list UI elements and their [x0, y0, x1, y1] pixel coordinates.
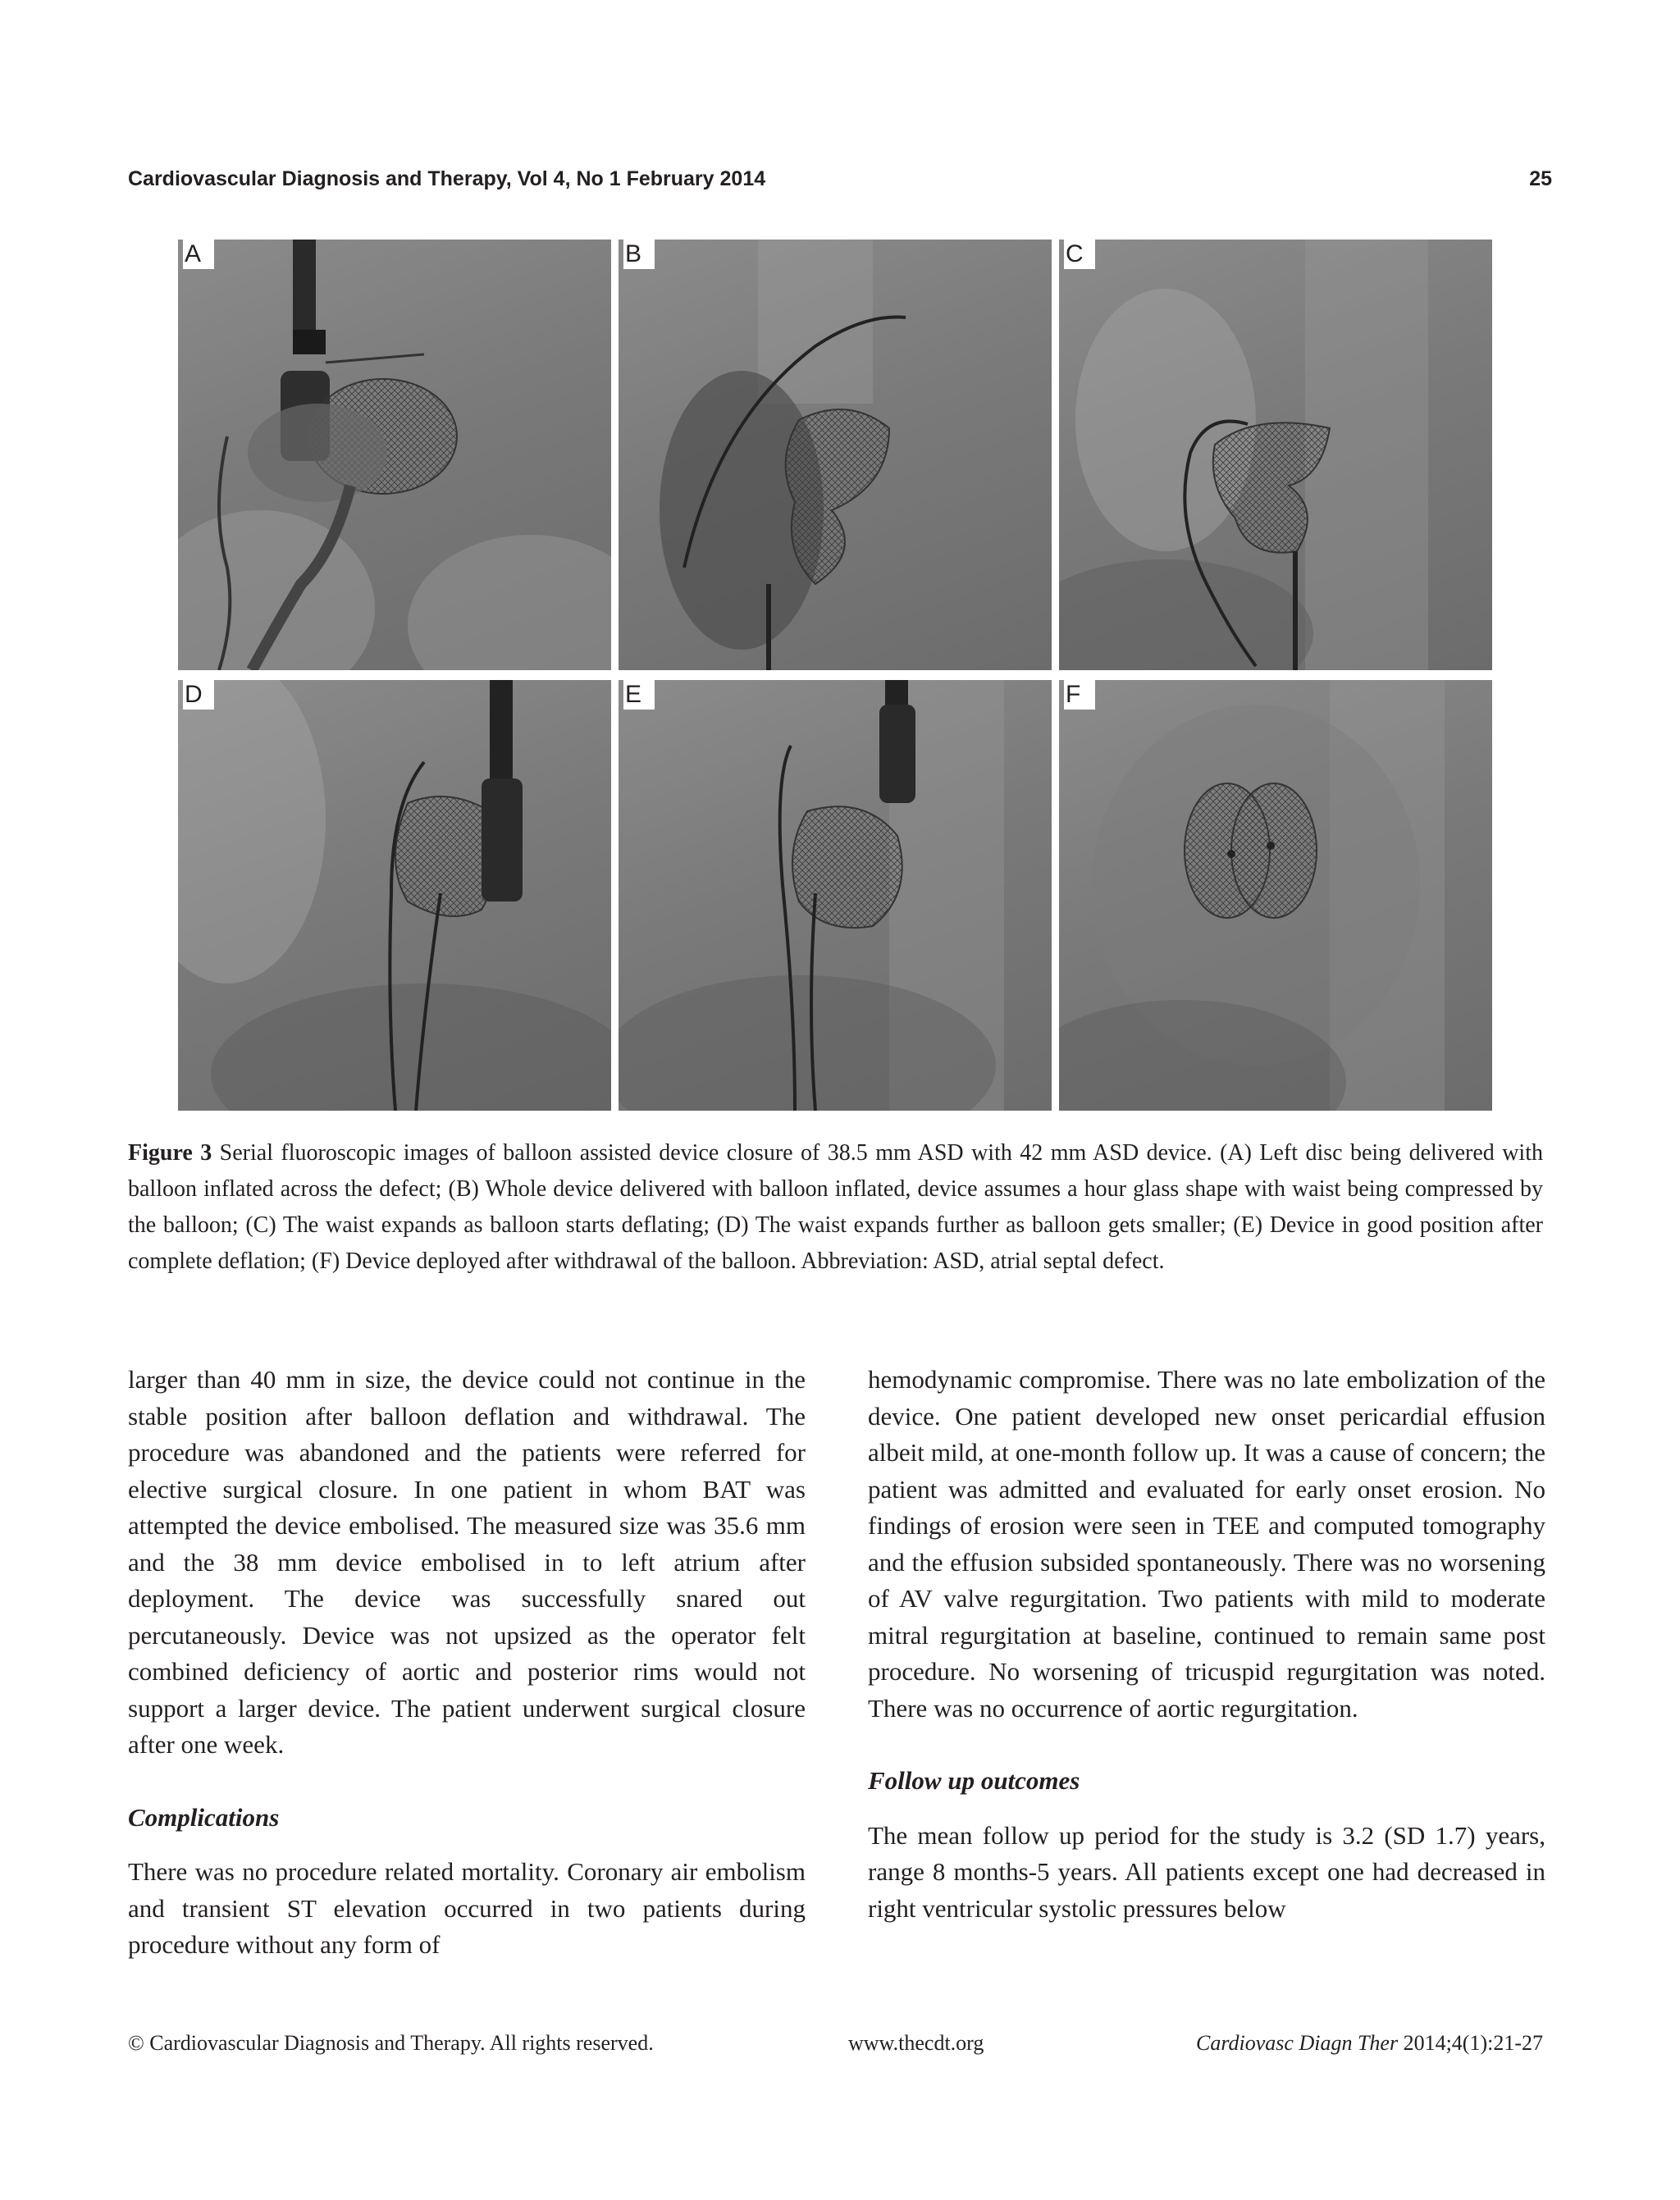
panel-label-d: D: [183, 680, 214, 710]
section-heading-follow-up: Follow up outcomes: [868, 1766, 1080, 1795]
fluoro-image-b: [619, 240, 1052, 670]
panel-label-c: C: [1064, 240, 1095, 269]
citation-journal: Cardiovasc Diagn Ther: [1196, 2031, 1399, 2055]
fluoro-panel-a: [178, 240, 611, 670]
journal-header: Cardiovascular Diagnosis and Therapy, Vol 4, No 1 February 2014: [128, 167, 766, 190]
fluoro-image-d: [178, 680, 611, 1111]
citation-volume: 2014;4(1):21-27: [1403, 2031, 1543, 2055]
body-column-left: [128, 1362, 806, 1964]
fluoro-panel-c: [1059, 240, 1492, 670]
fluoro-panel-e: [619, 680, 1052, 1111]
panel-label-a: A: [183, 240, 214, 269]
fluoro-image-c: [1059, 240, 1492, 670]
fluoro-image-a: [178, 240, 611, 670]
citation: [1196, 2031, 1543, 2056]
caption-text: Serial fluoroscopic images of balloon assisted device closure of 38.5 mm ASD with 42 mm ASD device. (A) Left disc being delivered with balloon inflated across the defect; (B) Whole device delivered with balloon inflated, device assumes a hour glass shape with waist being compressed by the balloon; (C) The waist expands as balloon starts deflating; (D) The waist expands further as balloon gets smaller; (E) Device in good position after complete deflation; (F) Device deployed after withdrawal of the balloon. Abbreviation: ASD, atrial septal defect.: [128, 1140, 1543, 1274]
section-heading-complications: Complications: [128, 1802, 280, 1832]
fluoro-panel-f: [1059, 680, 1492, 1111]
panel-label-e: E: [623, 680, 655, 710]
paragraph: There was no procedure related mortality. Coronary air embolism and transient ST elevation occurred in two patients during procedure without any form of: [128, 1857, 806, 1959]
running-head: [128, 167, 1552, 200]
body-column-right: [868, 1362, 1545, 1927]
page-number: 25: [1529, 167, 1552, 190]
panel-label-f: F: [1064, 680, 1095, 710]
paragraph: larger than 40 mm in size, the device could not continue in the stable position after balloon deflation and withdrawal. The procedure was abandoned and the patients were referred for elective surgical closure. In one patient in whom BAT was attempted the device embolised. The measured size was 35.6 mm and the 38 mm device embolised in to left atrium after deployment. The device was successfully snared out percutaneously. Device was not upsized as the operator felt combined deficiency of aortic and posterior rims would not support a larger device. The patient underwent surgical closure after one week.: [128, 1365, 806, 1759]
figure-caption: [128, 1135, 1543, 1280]
caption-label: Figure 3: [128, 1140, 212, 1166]
paragraph: The mean follow up period for the study is 3.2 (SD 1.7) years, range 8 months-5 years. All patients except one had decreased in right ventricular systolic pressures below: [868, 1820, 1545, 1923]
copyright-notice: © Cardiovascular Diagnosis and Therapy. All rights reserved.: [128, 2031, 654, 2055]
panel-label-b: B: [623, 240, 655, 269]
fluoro-image-f: [1059, 680, 1492, 1111]
fluoro-panel-d: [178, 680, 611, 1111]
page-footer: [128, 2031, 1543, 2064]
journal-website-link[interactable]: www.thecdt.org: [848, 2031, 984, 2055]
fluoro-panel-b: [619, 240, 1052, 670]
paragraph: hemodynamic compromise. There was no late embolization of the device. One patient developed new onset pericardial effusion albeit mild, at one-month follow up. It was a cause of concern; the patient was admitted and evaluated for early onset erosion. No findings of erosion were seen in TEE and computed tomography and the effusion subsided spontaneously. There was no worsening of AV valve regurgitation. Two patients with mild to moderate mitral regurgitation at baseline, continued to remain same post procedure. No worsening of tricuspid regurgitation was noted. There was no occurrence of aortic regurgitation.: [868, 1365, 1545, 1723]
fluoro-image-e: [619, 680, 1052, 1111]
figure-3: [178, 240, 1492, 1111]
